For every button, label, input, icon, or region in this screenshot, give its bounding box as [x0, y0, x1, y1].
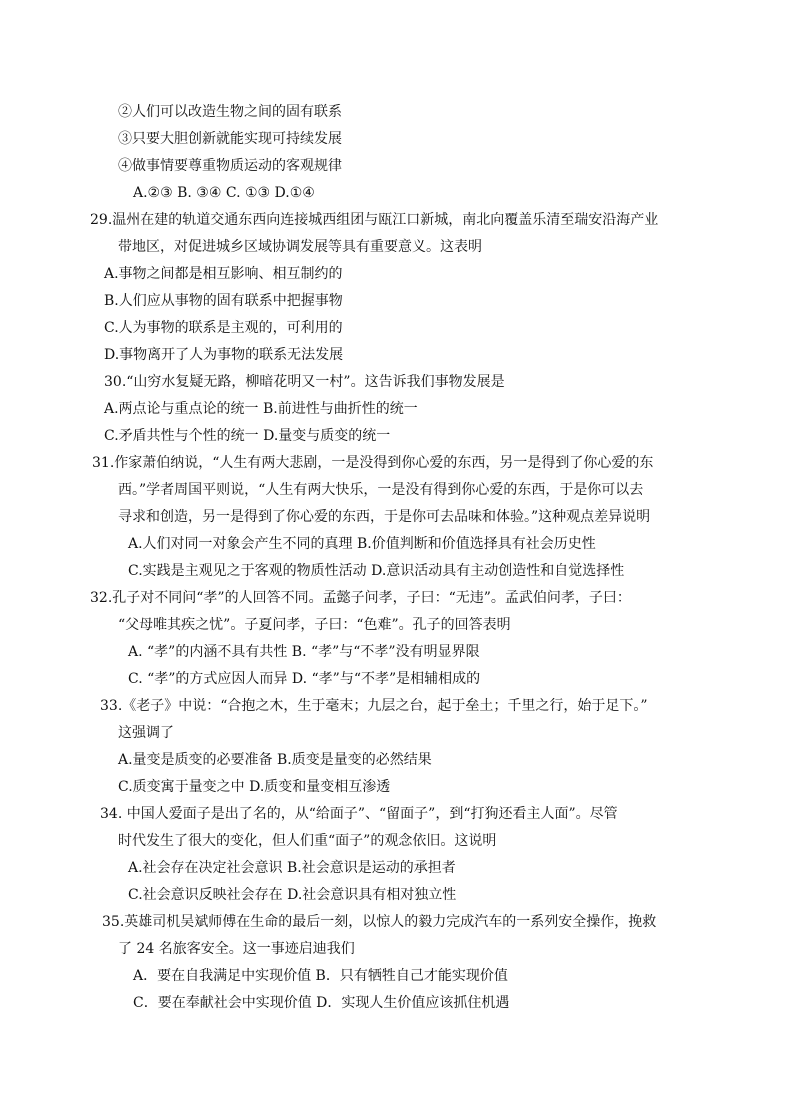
question-33-stem-cont: 这强调了	[118, 725, 174, 741]
question-29-option-d: D.事物离开了人为事物的联系无法发展	[104, 347, 344, 363]
question-35-options-ab: A．要在自我满足中实现价值 B．只有牺牲自己才能实现价值	[133, 968, 508, 984]
question-35-stem: 35.英雄司机吴斌师傅在生命的最后一刻，以惊人的毅力完成汽车的一系列安全操作，挽救	[102, 914, 657, 930]
question-30-stem: 30.“山穷水复疑无路，柳暗花明又一村”。这告诉我们事物发展是	[104, 374, 505, 390]
option-line-4: ④做事情要尊重物质运动的客观规律	[118, 158, 342, 174]
question-31-options-ab: A.人们对同一对象会产生不同的真理 B.价值判断和价值选择具有社会历史性	[128, 536, 596, 552]
question-31-stem: 31.作家萧伯纳说，“人生有两大悲剧，一是没得到你心爱的东西，另一是得到了你心爱的东	[92, 455, 654, 471]
question-33-options-ab: A.量变是质变的必要准备 B.质变是量变的必然结果	[118, 752, 432, 768]
question-34-stem: 34. 中国人爱面子是出了名的，从“给面子”、“留面子”，到“打狗还看主人面”。尽管	[100, 806, 618, 822]
question-32-options-cd: C. “孝”的方式应因人而异 D. “孝”与“不孝”是相辅相成的	[128, 671, 481, 687]
question-32-stem-cont: “父母唯其疾之忧”。子夏问孝，子曰：“色难”。孔子的回答表明	[118, 617, 511, 633]
option-line-2: ②人们可以改造生物之间的固有联系	[118, 104, 342, 120]
question-34-options-cd: C.社会意识反映社会存在 D.社会意识具有相对独立性	[128, 887, 457, 903]
question-32-options-ab: A. “孝”的内涵不具有共性 B. “孝”与“不孝”没有明显界限	[128, 644, 480, 660]
question-29-option-c: C.人为事物的联系是主观的，可利用的	[104, 320, 343, 336]
question-34-options-ab: A.社会存在决定社会意识 B.社会意识是运动的承担者	[128, 860, 456, 876]
question-29-option-b: B.人们应从事物的固有联系中把握事物	[104, 293, 343, 309]
answer-options-28: A.②③ B. ③④ C. ①③ D.①④	[133, 185, 315, 201]
question-31-stem-cont-2: 寻求和创造，另一是得到了你心爱的东西，于是你可去品味和体验。”这种观点差异说明	[118, 509, 651, 525]
question-30-options-cd: C.矛盾共性与个性的统一 D.量变与质变的统一	[104, 428, 391, 444]
question-29-stem-cont: 带地区，对促进城乡区域协调发展等具有重要意义。这表明	[118, 239, 482, 255]
question-31-stem-cont-1: 西。”学者周国平则说，“人生有两大快乐，一是没有得到你心爱的东西，于是你可以去	[118, 482, 644, 498]
question-32-stem: 32.孔子对不同问“孝”的人回答不同。孟懿子问孝，子曰：“无违”。孟武伯问孝，子曰：	[90, 590, 631, 606]
option-line-3: ③只要大胆创新就能实现可持续发展	[118, 131, 342, 147]
question-31-options-cd: C.实践是主观见之于客观的物质性活动 D.意识活动具有主动创造性和自觉选择性	[128, 563, 625, 579]
question-34-stem-cont: 时代发生了很大的变化，但人们重“面子”的观念依旧。这说明	[118, 833, 497, 849]
question-35-stem-cont: 了 24 名旅客安全。这一事迹启迪我们	[118, 941, 355, 957]
question-33-stem: 33.《老子》中说：“合抱之木，生于毫末；九层之台，起于垒土；千里之行，始于足下。”	[100, 698, 648, 714]
question-35-options-cd: C．要在奉献社会中实现价值 D．实现人生价值应该抓住机遇	[133, 995, 510, 1011]
question-30-options-ab: A.两点论与重点论的统一 B.前进性与曲折性的统一	[104, 401, 418, 417]
question-29-stem: 29.温州在建的轨道交通东西向连接城西组团与瓯江口新城，南北向覆盖乐清至瑞安沿海产业	[90, 212, 659, 228]
question-33-options-cd: C.质变寓于量变之中 D.质变和量变相互渗透	[118, 779, 391, 795]
question-29-option-a: A.事物之间都是相互影响、相互制约的	[104, 266, 343, 282]
